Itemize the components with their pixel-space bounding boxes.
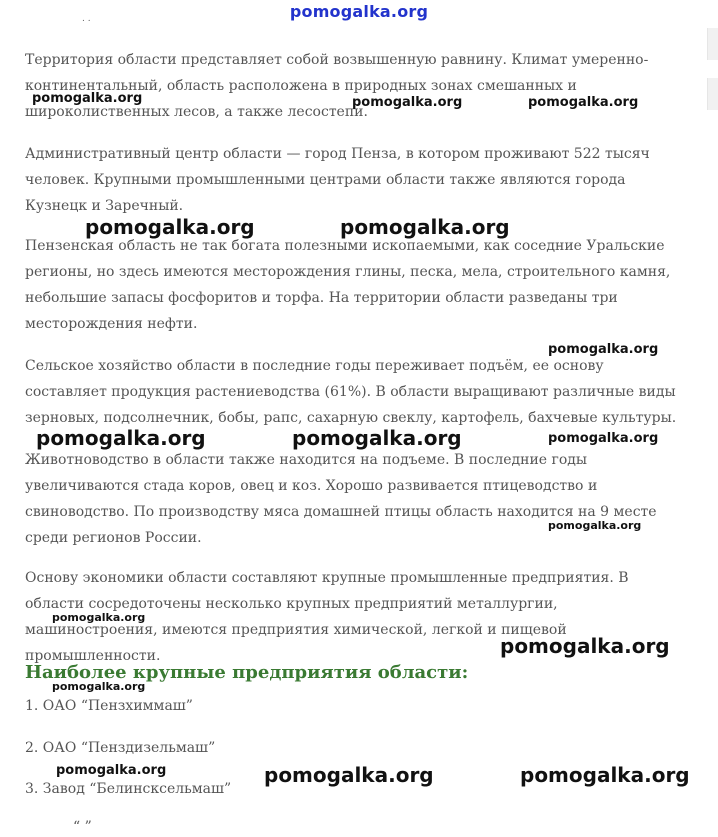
watermark: pomogalka.org (85, 215, 255, 239)
paragraph-economy: Основу экономики области составляют крупные промышленные предприятия. В области сосредоточены несколько крупных предприятий металлургии, машиностроения, имеются предприятия химической, легкой и пищевой промышленности. (25, 570, 629, 664)
watermark: pomogalka.org (52, 611, 146, 624)
paragraph-admin-center: Административный центр области — город Пенза, в котором проживают 522 тысяч человек. Крупными промышленными центрами области также являются города Кузнецк и Заречный. (25, 146, 650, 214)
watermark: pomogalka.org (500, 634, 670, 658)
watermark: pomogalka.org (520, 763, 690, 787)
right-edge-block (707, 28, 718, 60)
watermark: pomogalka.org (292, 426, 462, 450)
watermark: pomogalka.org (528, 95, 639, 110)
top-dots: . . (82, 14, 91, 24)
watermark: pomogalka.org (36, 426, 206, 450)
section-heading: Наиболее крупные предприятия области: (25, 662, 469, 683)
paragraph-livestock: Животноводство в области также находится на подъеме. В последние годы увеличиваются стада коров, овец и коз. Хорошо развивается птицеводство и свиноводство. По производству мяса домашней птицы область находится на 9 месте среди регионов России. (25, 452, 657, 546)
list-item: “ ” (73, 819, 92, 835)
right-edge-block (707, 78, 718, 110)
site-logo[interactable]: pomogalka.org (289, 2, 429, 21)
paragraph-territory: Территория области представляет собой возвышенную равнину. Климат умеренно-континентальный, область расположена в природных зонах смешанных и широколиственных лесов, а также лесостепи. (25, 52, 649, 120)
watermark: pomogalka.org (32, 91, 143, 106)
list-item: 1. ОАО “Пензхиммаш” (25, 698, 193, 714)
list-item: 2. ОАО “Пенздизельмаш” (25, 740, 216, 756)
watermark: pomogalka.org (52, 680, 146, 693)
watermark: pomogalka.org (264, 763, 434, 787)
paragraph-resources: Пензенская область не так богата полезными ископаемыми, как соседние Уральские регионы, но здесь имеются месторождения глины, песка, мела, строительного камня, небольшие запасы фосфоритов и торфа. На территории области разведаны три месторождения нефти. (25, 238, 671, 332)
list-item: 3. Завод “Белинсксельмаш” (25, 781, 232, 797)
watermark: pomogalka.org (548, 519, 642, 532)
watermark: pomogalka.org (56, 763, 167, 778)
watermark: pomogalka.org (548, 431, 659, 446)
watermark: pomogalka.org (352, 95, 463, 110)
paragraph-agriculture: Сельское хозяйство области в последние годы переживает подъём, ее основу составляет продукция растениеводства (61%). В области выращивают различные виды зерновых, подсолнечник, бобы, рапс, сахарную свеклу, картофель, бахчевые культуры. (25, 358, 677, 426)
watermark: pomogalka.org (548, 342, 659, 357)
watermark: pomogalka.org (340, 215, 510, 239)
